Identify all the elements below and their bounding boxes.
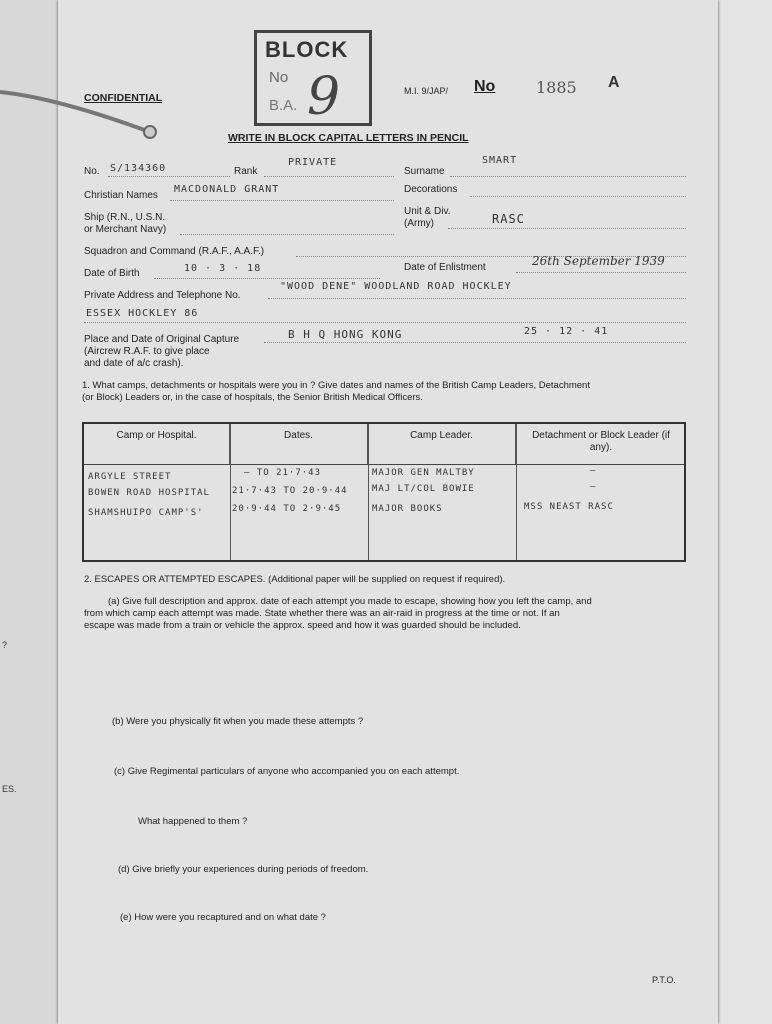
rank-value: PRIVATE [288, 157, 338, 168]
question-2a-line-3: escape was made from a train or vehicle the approx. speed and how it was guarded should be included. [84, 620, 521, 631]
camps-table [82, 422, 686, 562]
question-1-line-2: (or Block) Leaders or, in the case of hospitals, the Senior British Medical Officers. [82, 392, 423, 403]
ship-label-2: or Merchant Navy) [84, 224, 167, 235]
table-cell: MAJ LT/COL BOWIE [372, 484, 475, 494]
surname-label: Surname [404, 166, 445, 177]
pto-label: P.T.O. [652, 975, 676, 985]
underlying-pages-right [711, 0, 772, 1024]
stamp-block: BLOCK [265, 37, 349, 62]
address-line-1: "WOOD DENE" WOODLAND ROAD HOCKLEY [280, 281, 512, 292]
table-cell: MAJOR GEN MALTBY [372, 468, 475, 478]
table-header: Camp Leader. [368, 424, 516, 464]
unit-value: RASC [492, 212, 525, 226]
stamp-ba: B.A. [269, 97, 298, 114]
question-2e: (e) How were you recaptured and on what date ? [120, 912, 326, 923]
decorations-label: Decorations [404, 184, 458, 195]
surname-value: SMART [482, 155, 518, 166]
table-cell: – TO 21·7·43 [244, 468, 322, 478]
question-2c: (c) Give Regimental particulars of anyone who accompanied you on each attempt. [114, 766, 460, 777]
christian-names-label: Christian Names [84, 190, 158, 201]
edge-mark: ? [2, 640, 8, 650]
table-cell: MSS NEAST RASC [524, 502, 614, 512]
dob-value: 10 · 3 · 18 [184, 263, 262, 274]
underlying-page [0, 0, 61, 1024]
squadron-label: Squadron and Command (R.A.F., A.A.F.) [84, 246, 265, 257]
enlistment-label: Date of Enlistment [404, 262, 486, 273]
address-label: Private Address and Telephone No. [84, 290, 241, 301]
table-cell: SHAMSHUIPO CAMP'S' [88, 508, 204, 518]
capture-label-2: (Aircrew R.A.F. to give place [84, 346, 210, 357]
question-2-title: 2. ESCAPES OR ATTEMPTED ESCAPES. (Additional paper will be supplied on request if required). [84, 574, 506, 585]
service-no-label: No. [84, 166, 100, 177]
capture-place: B H Q HONG KONG [288, 328, 403, 341]
block-stamp [254, 30, 372, 126]
address-line-2: ESSEX HOCKLEY 86 [86, 308, 199, 319]
question-2a-line-2: from which camp each attempt was made. State whether there was an air-raid in progress at the time or not. If an [84, 608, 560, 619]
table-cell: 20·9·44 TO 2·9·45 [232, 504, 342, 514]
ship-label-1: Ship (R.N., U.S.N. [84, 212, 166, 223]
ref-no-label: No [474, 78, 496, 95]
form-page [58, 0, 718, 1024]
unit-label-2: (Army) [404, 218, 434, 229]
capture-label-1: Place and Date of Original Capture [84, 334, 240, 345]
capture-date: 25 · 12 · 41 [524, 326, 609, 337]
question-1-line-1: 1. What camps, detachments or hospitals were you in ? Give dates and names of the British Camp Leaders, Detachment [82, 380, 590, 391]
ref-no-value: 1885 [536, 78, 577, 97]
table-header: Camp or Hospital. [84, 424, 230, 464]
question-2c-followup: What happened to them ? [138, 816, 248, 827]
table-cell: 21·7·43 TO 20·9·44 [232, 486, 348, 496]
ref-no-suffix: A [608, 74, 620, 91]
question-2d: (d) Give briefly your experiences during periods of freedom. [118, 864, 369, 875]
question-2a-line-1: (a) Give full description and approx. date of each attempt you made to escape, showing how you left the camp, and [108, 596, 592, 607]
question-2b: (b) Were you physically fit when you made these attempts ? [112, 716, 364, 727]
service-no-value: S/134360 [110, 163, 167, 174]
table-header: Detachment or Block Leader (if any). [532, 430, 670, 453]
unit-label-1: Unit & Div. [404, 206, 451, 217]
edge-mark: ES. [2, 784, 17, 794]
table-cell: MAJOR BOOKS [372, 504, 443, 514]
christian-names-value: MACDONALD GRANT [174, 184, 280, 195]
rank-label: Rank [234, 166, 258, 177]
table-cell: – [590, 466, 597, 476]
stamp-number: 9 [307, 67, 341, 127]
table-header: Dates. [230, 424, 368, 464]
instruction-heading: WRITE IN BLOCK CAPITAL LETTERS IN PENCIL [228, 132, 469, 144]
table-cell: BOWEN ROAD HOSPITAL [88, 488, 210, 498]
confidential-label: CONFIDENTIAL [84, 92, 163, 104]
capture-label-3: and date of a/c crash). [84, 358, 184, 369]
table-cell: – [590, 482, 597, 492]
enlistment-value: 26th September 1939 [532, 254, 665, 268]
stamp-no: No [269, 69, 289, 86]
table-cell: ARGYLE STREET [88, 472, 172, 482]
string-tie [0, 80, 170, 150]
ref-label: M.I. 9/JAP/ [404, 86, 449, 96]
dob-label: Date of Birth [84, 268, 140, 279]
